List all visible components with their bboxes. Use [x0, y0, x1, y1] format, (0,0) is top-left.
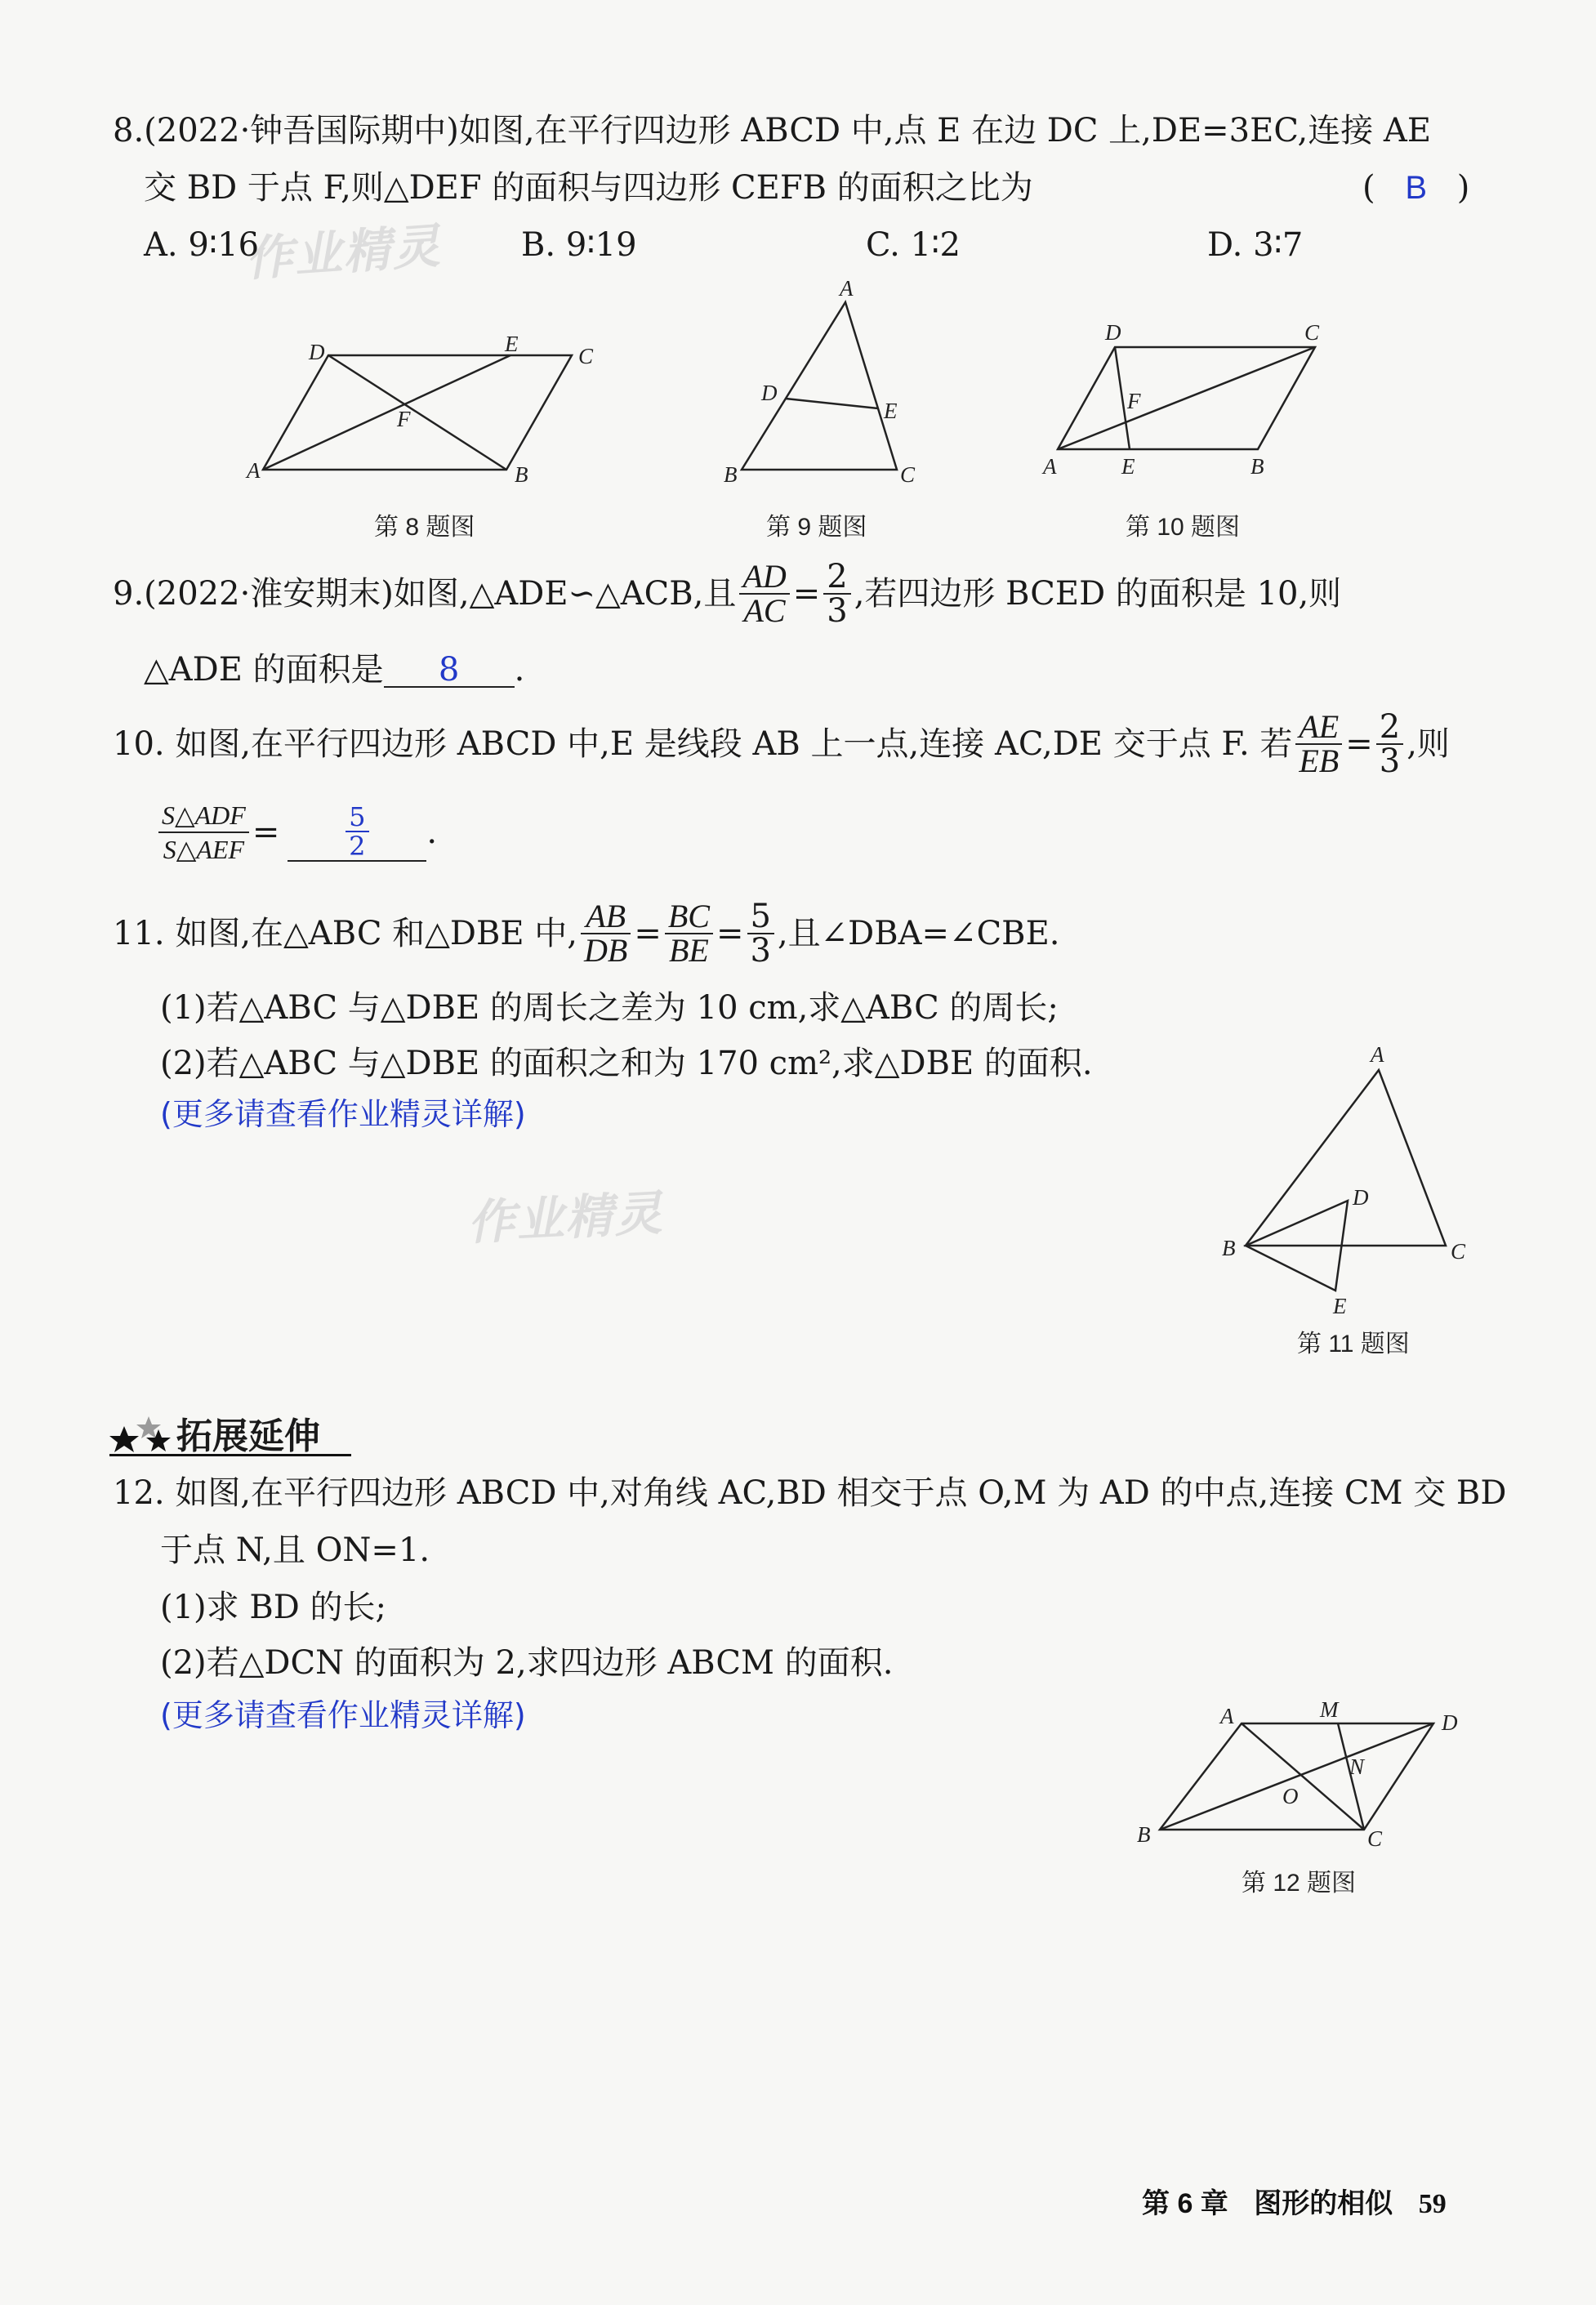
- q10-eq2: =: [252, 814, 280, 851]
- fig9-label-d: D: [761, 381, 778, 405]
- q12-part1: (1)求 BD 的长;: [160, 1589, 387, 1626]
- q11-prefix: 11. 如图,在△ABC 和△DBE 中,: [113, 915, 578, 952]
- fig9-label-a: A: [840, 278, 854, 301]
- figure-9: [711, 278, 923, 490]
- q11-suffix: ,且∠DBA=∠CBE.: [777, 915, 1060, 952]
- fig12-label-n: N: [1349, 1754, 1365, 1779]
- q11-f3-den: 3: [750, 932, 771, 970]
- q11-frac1: [581, 900, 631, 967]
- q10-line1: [113, 708, 1450, 780]
- q11-more-link[interactable]: (更多请查看作业精灵详解): [160, 1096, 526, 1132]
- fig11-caption: 第 11 题图: [1297, 1331, 1410, 1358]
- fig10-diagonal-ac: [1058, 347, 1315, 449]
- q9-eq: =: [792, 575, 821, 613]
- fig8-diagonal-bd: [328, 355, 506, 470]
- q10-answer: [346, 803, 368, 860]
- fig11-label-a: A: [1371, 1042, 1384, 1067]
- watermark: 作业精灵: [243, 217, 444, 288]
- q11-f1-den: DB: [584, 932, 628, 969]
- q10-answer-blank: [288, 803, 426, 862]
- q8-option-c: C. 1∶2: [866, 226, 961, 264]
- fig10-label-a: A: [1043, 454, 1057, 479]
- fig8-label-b: B: [515, 462, 528, 487]
- fig10-label-f: F: [1127, 389, 1141, 413]
- figure-11: [1209, 1041, 1487, 1319]
- q10-value: [1376, 708, 1403, 780]
- fig8-caption: 第 8 题图: [374, 514, 475, 541]
- q10-eq: =: [1345, 725, 1373, 763]
- fig8-segment-ae: [263, 355, 510, 470]
- q11-eq1: =: [634, 915, 662, 952]
- q10-suffix: ,则: [1407, 725, 1450, 763]
- q11-frac2: [665, 900, 713, 967]
- fig9-label-c: C: [900, 462, 916, 487]
- fig9-label-b: B: [724, 462, 738, 487]
- fig8-label-d: D: [309, 340, 325, 364]
- q12-more-link[interactable]: (更多请查看作业精灵详解): [160, 1697, 526, 1733]
- q11-f2-num: BC: [665, 900, 713, 934]
- q10-s-den: S△AEF: [163, 835, 245, 864]
- q9-val-den: 3: [827, 592, 848, 630]
- q10-val-den: 3: [1379, 742, 1401, 780]
- fig8-label-f: F: [397, 407, 411, 431]
- q10-area-ratio: [158, 799, 249, 866]
- fig12-label-a: A: [1220, 1704, 1234, 1728]
- fig12-label-o: O: [1282, 1784, 1299, 1808]
- q10-ans-num: 5: [346, 803, 368, 832]
- fig9-segment-de: [786, 399, 878, 408]
- q9-fraction: [739, 560, 789, 627]
- q9-answer: 8: [438, 651, 460, 689]
- fig12-diagonal-ac: [1242, 1723, 1364, 1830]
- q9-val-num: 2: [823, 560, 850, 595]
- q11-line1: [113, 898, 1060, 970]
- watermark-2: 作业精灵: [466, 1184, 665, 1251]
- footer-chapter: 第 6 章: [1142, 2188, 1228, 2219]
- fig8-label-a: A: [247, 458, 261, 483]
- q10-s-num: S△ADF: [158, 799, 249, 833]
- fig9-caption: 第 9 题图: [766, 514, 867, 541]
- q10-ans-den: 2: [349, 831, 366, 862]
- fig10-label-b: B: [1250, 454, 1264, 479]
- q11-f1-num: AB: [581, 900, 631, 934]
- fig10-caption: 第 10 题图: [1126, 514, 1241, 541]
- star-icon: [109, 1415, 181, 1456]
- fig11-label-b: B: [1222, 1236, 1236, 1260]
- q9-suffix: ,若四边形 BCED 的面积是 10,则: [854, 575, 1342, 613]
- q10-fraction: [1295, 708, 1342, 779]
- q10-line2: [155, 799, 437, 866]
- q8-option-b: B. 9∶19: [521, 226, 637, 264]
- footer-title: 图形的相似: [1254, 2188, 1393, 2219]
- fig8-label-e: E: [505, 332, 519, 356]
- q11-part2: (2)若△ABC 与△DBE 的面积之和为 170 cm²,求△DBE 的面积.: [160, 1045, 1093, 1082]
- fig10-label-e: E: [1121, 454, 1135, 479]
- q8-line2: 交 BD 于点 F,则△DEF 的面积与四边形 CEFB 的面积之比为: [144, 169, 1033, 207]
- q9-frac-num: AD: [739, 560, 789, 595]
- q12-line2: 于点 N,且 ON=1.: [160, 1531, 430, 1569]
- page-number: 59: [1418, 2189, 1447, 2219]
- q9-prefix: 9.(2022·淮安期末)如图,△ADE∽△ACB,且: [113, 575, 737, 613]
- fig12-caption: 第 12 题图: [1242, 1870, 1357, 1897]
- figure-8: [245, 327, 621, 490]
- q10-val-num: 2: [1376, 711, 1403, 745]
- fig12-label-m: M: [1320, 1699, 1339, 1722]
- q10-frac-num: AE: [1295, 711, 1342, 745]
- fig11-label-d: D: [1353, 1185, 1369, 1210]
- q9-answer-blank: [384, 650, 515, 688]
- fig12-label-c: C: [1367, 1826, 1383, 1851]
- q9-frac-den: AC: [743, 592, 786, 629]
- q8-line1: 8.(2022·钟吾国际期中)如图,在平行四边形 ABCD 中,点 E 在边 DC 上,DE=3EC,连接 AE: [113, 112, 1432, 149]
- q11-eq2: =: [716, 915, 744, 952]
- q10-end: .: [426, 814, 438, 851]
- fig12-label-b: B: [1137, 1822, 1151, 1847]
- q9-line1: [113, 558, 1342, 630]
- q8-option-d: D. 3∶7: [1207, 226, 1304, 264]
- fig9-label-e: E: [884, 399, 898, 423]
- q11-frac3: [747, 898, 774, 970]
- section-title: 拓展延伸: [176, 1416, 320, 1457]
- q10-frac-den: EB: [1299, 742, 1340, 779]
- q9-line2: [144, 650, 524, 689]
- q8-answer: B: [1405, 170, 1428, 206]
- q8-answer-bracket: [1362, 168, 1469, 207]
- figure-10: [1033, 319, 1344, 490]
- page-footer: [1142, 2181, 1447, 2221]
- fig11-label-e: E: [1333, 1294, 1347, 1318]
- fig10-label-d: D: [1105, 320, 1121, 345]
- fig12-label-d: D: [1442, 1710, 1458, 1735]
- section-header: [109, 1403, 351, 1456]
- q11-f2-den: BE: [668, 932, 709, 969]
- q8-bracket-close: ): [1456, 169, 1470, 207]
- q11-part1: (1)若△ABC 与△DBE 的周长之差为 10 cm,求△ABC 的周长;: [160, 989, 1059, 1027]
- fig8-label-c: C: [578, 344, 594, 368]
- q12-line1: 12. 如图,在平行四边形 ABCD 中,对角线 AC,BD 相交于点 O,M 为 AD 的中点,连接 CM 交 BD: [113, 1474, 1507, 1512]
- q8-bracket-open: (: [1362, 169, 1375, 207]
- fig10-label-c: C: [1304, 320, 1320, 345]
- q12-part2: (2)若△DCN 的面积为 2,求四边形 ABCM 的面积.: [160, 1644, 894, 1682]
- q9-value: [823, 558, 850, 630]
- q9-line2-text: △ADE 的面积是: [144, 651, 384, 689]
- q8-option-a: A. 9∶16: [144, 226, 260, 264]
- fig11-label-c: C: [1451, 1239, 1466, 1264]
- q11-f3-num: 5: [747, 900, 774, 934]
- q10-prefix: 10. 如图,在平行四边形 ABCD 中,E 是线段 AB 上一点,连接 AC,DE 交于点 F. 若: [113, 725, 1293, 763]
- figure-12: [1127, 1699, 1478, 1854]
- q9-end: .: [514, 651, 525, 689]
